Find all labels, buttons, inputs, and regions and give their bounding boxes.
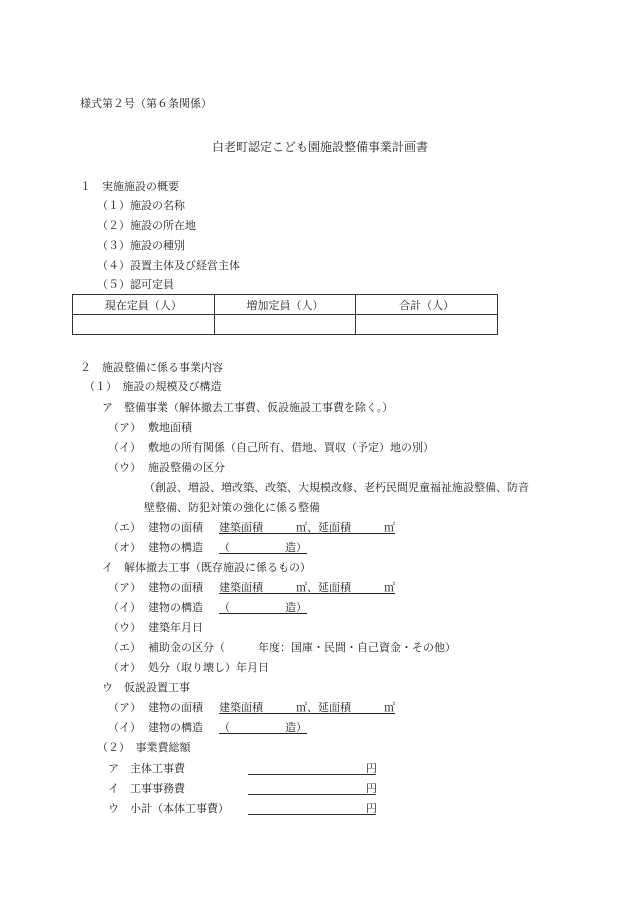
cost-main-blank	[248, 774, 376, 775]
a-area-mark: （エ）	[108, 521, 141, 534]
a-item-ownership: 敷地の所有関係（自己所有、借地、買収（予定）地の別）	[148, 441, 434, 454]
item-facility-location: （２）施設の所在地	[97, 219, 196, 232]
section1-heading: １ 実施施設の概要	[80, 180, 179, 193]
b-area-label: 建物の面積	[148, 581, 203, 594]
c-area-value: 建築面積 ㎡、延面積 ㎡	[219, 701, 395, 714]
cost-subtotal-label: ウ 小計（本体工事費）	[108, 802, 229, 815]
a-item-site-area: 敷地面積	[148, 421, 192, 434]
item-facility-name: （１）施設の名称	[97, 199, 185, 212]
b-structure-mark: （イ）	[108, 601, 141, 614]
b-disposal-mark: （オ）	[108, 661, 141, 674]
a-heading: ア 整備事業（解体撤去工事費、仮設施設工事費を除く。）	[102, 401, 394, 414]
item-capacity: （５）認可定員	[97, 278, 174, 291]
item-facility-type: （３）施設の種別	[97, 239, 185, 252]
a-note-line1: （創設、増設、増改築、改築、大規模改修、老朽民間児童福祉施設整備、防音	[144, 481, 529, 494]
a-note-line2: 壁整備、防犯対策の強化に係る整備	[144, 501, 320, 514]
b-built-mark: （ウ）	[108, 621, 141, 634]
cost-admin-label: イ 工事事務費	[108, 782, 185, 795]
cost-subtotal-unit: 円	[366, 802, 377, 815]
sub1-heading: （１） 施設の規模及び構造	[84, 380, 222, 393]
header-current-capacity: 現在定員（人）	[73, 295, 215, 315]
b-built-date: 建築年月日	[148, 621, 203, 634]
cost-admin-unit: 円	[366, 782, 377, 795]
b-subsidy: 補助金の区分（ 年度：国庫・民間・自己資金・その他）	[148, 641, 456, 654]
a-structure-mark: （オ）	[108, 541, 141, 554]
a-structure-value: （ 造）	[219, 541, 307, 554]
a-item-mark: （イ）	[108, 441, 141, 454]
item-operator: （４）設置主体及び経営主体	[97, 259, 240, 272]
form-label: 様式第２号（第６条関係）	[80, 97, 212, 110]
header-added-capacity: 増加定員（人）	[214, 295, 356, 315]
b-subsidy-mark: （エ）	[108, 641, 141, 654]
a-item-mark: （ア）	[108, 421, 141, 434]
a-item-mark: （ウ）	[108, 461, 141, 474]
b-disposal-date: 処分（取り壊し）年月日	[148, 661, 269, 674]
cost-admin-blank	[248, 794, 376, 795]
a-structure-label: 建物の構造	[148, 541, 203, 554]
c-structure-value: （ 造）	[219, 721, 307, 734]
b-area-mark: （ア）	[108, 581, 141, 594]
c-heading: ウ 仮説設置工事	[102, 681, 190, 694]
c-area-label: 建物の面積	[148, 701, 203, 714]
b-structure-value: （ 造）	[219, 601, 307, 614]
a-item-category: 施設整備の区分	[148, 461, 225, 474]
b-area-value: 建築面積 ㎡、延面積 ㎡	[219, 581, 395, 594]
cost-main-unit: 円	[366, 762, 377, 775]
c-area-mark: （ア）	[108, 701, 141, 714]
cell-current-capacity	[73, 315, 215, 335]
table-row	[73, 315, 498, 335]
a-area-label: 建物の面積	[148, 521, 203, 534]
c-structure-label: 建物の構造	[148, 721, 203, 734]
capacity-table	[72, 294, 498, 335]
cell-total-capacity	[356, 315, 498, 335]
table-header-row	[73, 295, 498, 315]
cost-main-label: ア 主体工事費	[108, 762, 185, 775]
b-heading: イ 解体撤去工事（既存施設に係るもの）	[102, 561, 311, 574]
document-title: 白老町認定こども園施設整備事業計画書	[212, 140, 429, 154]
section2-heading: ２ 施設整備に係る事業内容	[80, 361, 223, 374]
sub2-heading: （２） 事業費総額	[97, 741, 191, 754]
header-total-capacity: 合計（人）	[356, 295, 498, 315]
cost-subtotal-blank	[248, 814, 376, 815]
b-structure-label: 建物の構造	[148, 601, 203, 614]
cell-added-capacity	[214, 315, 356, 335]
a-area-value: 建築面積 ㎡、延面積 ㎡	[219, 521, 395, 534]
c-structure-mark: （イ）	[108, 721, 141, 734]
